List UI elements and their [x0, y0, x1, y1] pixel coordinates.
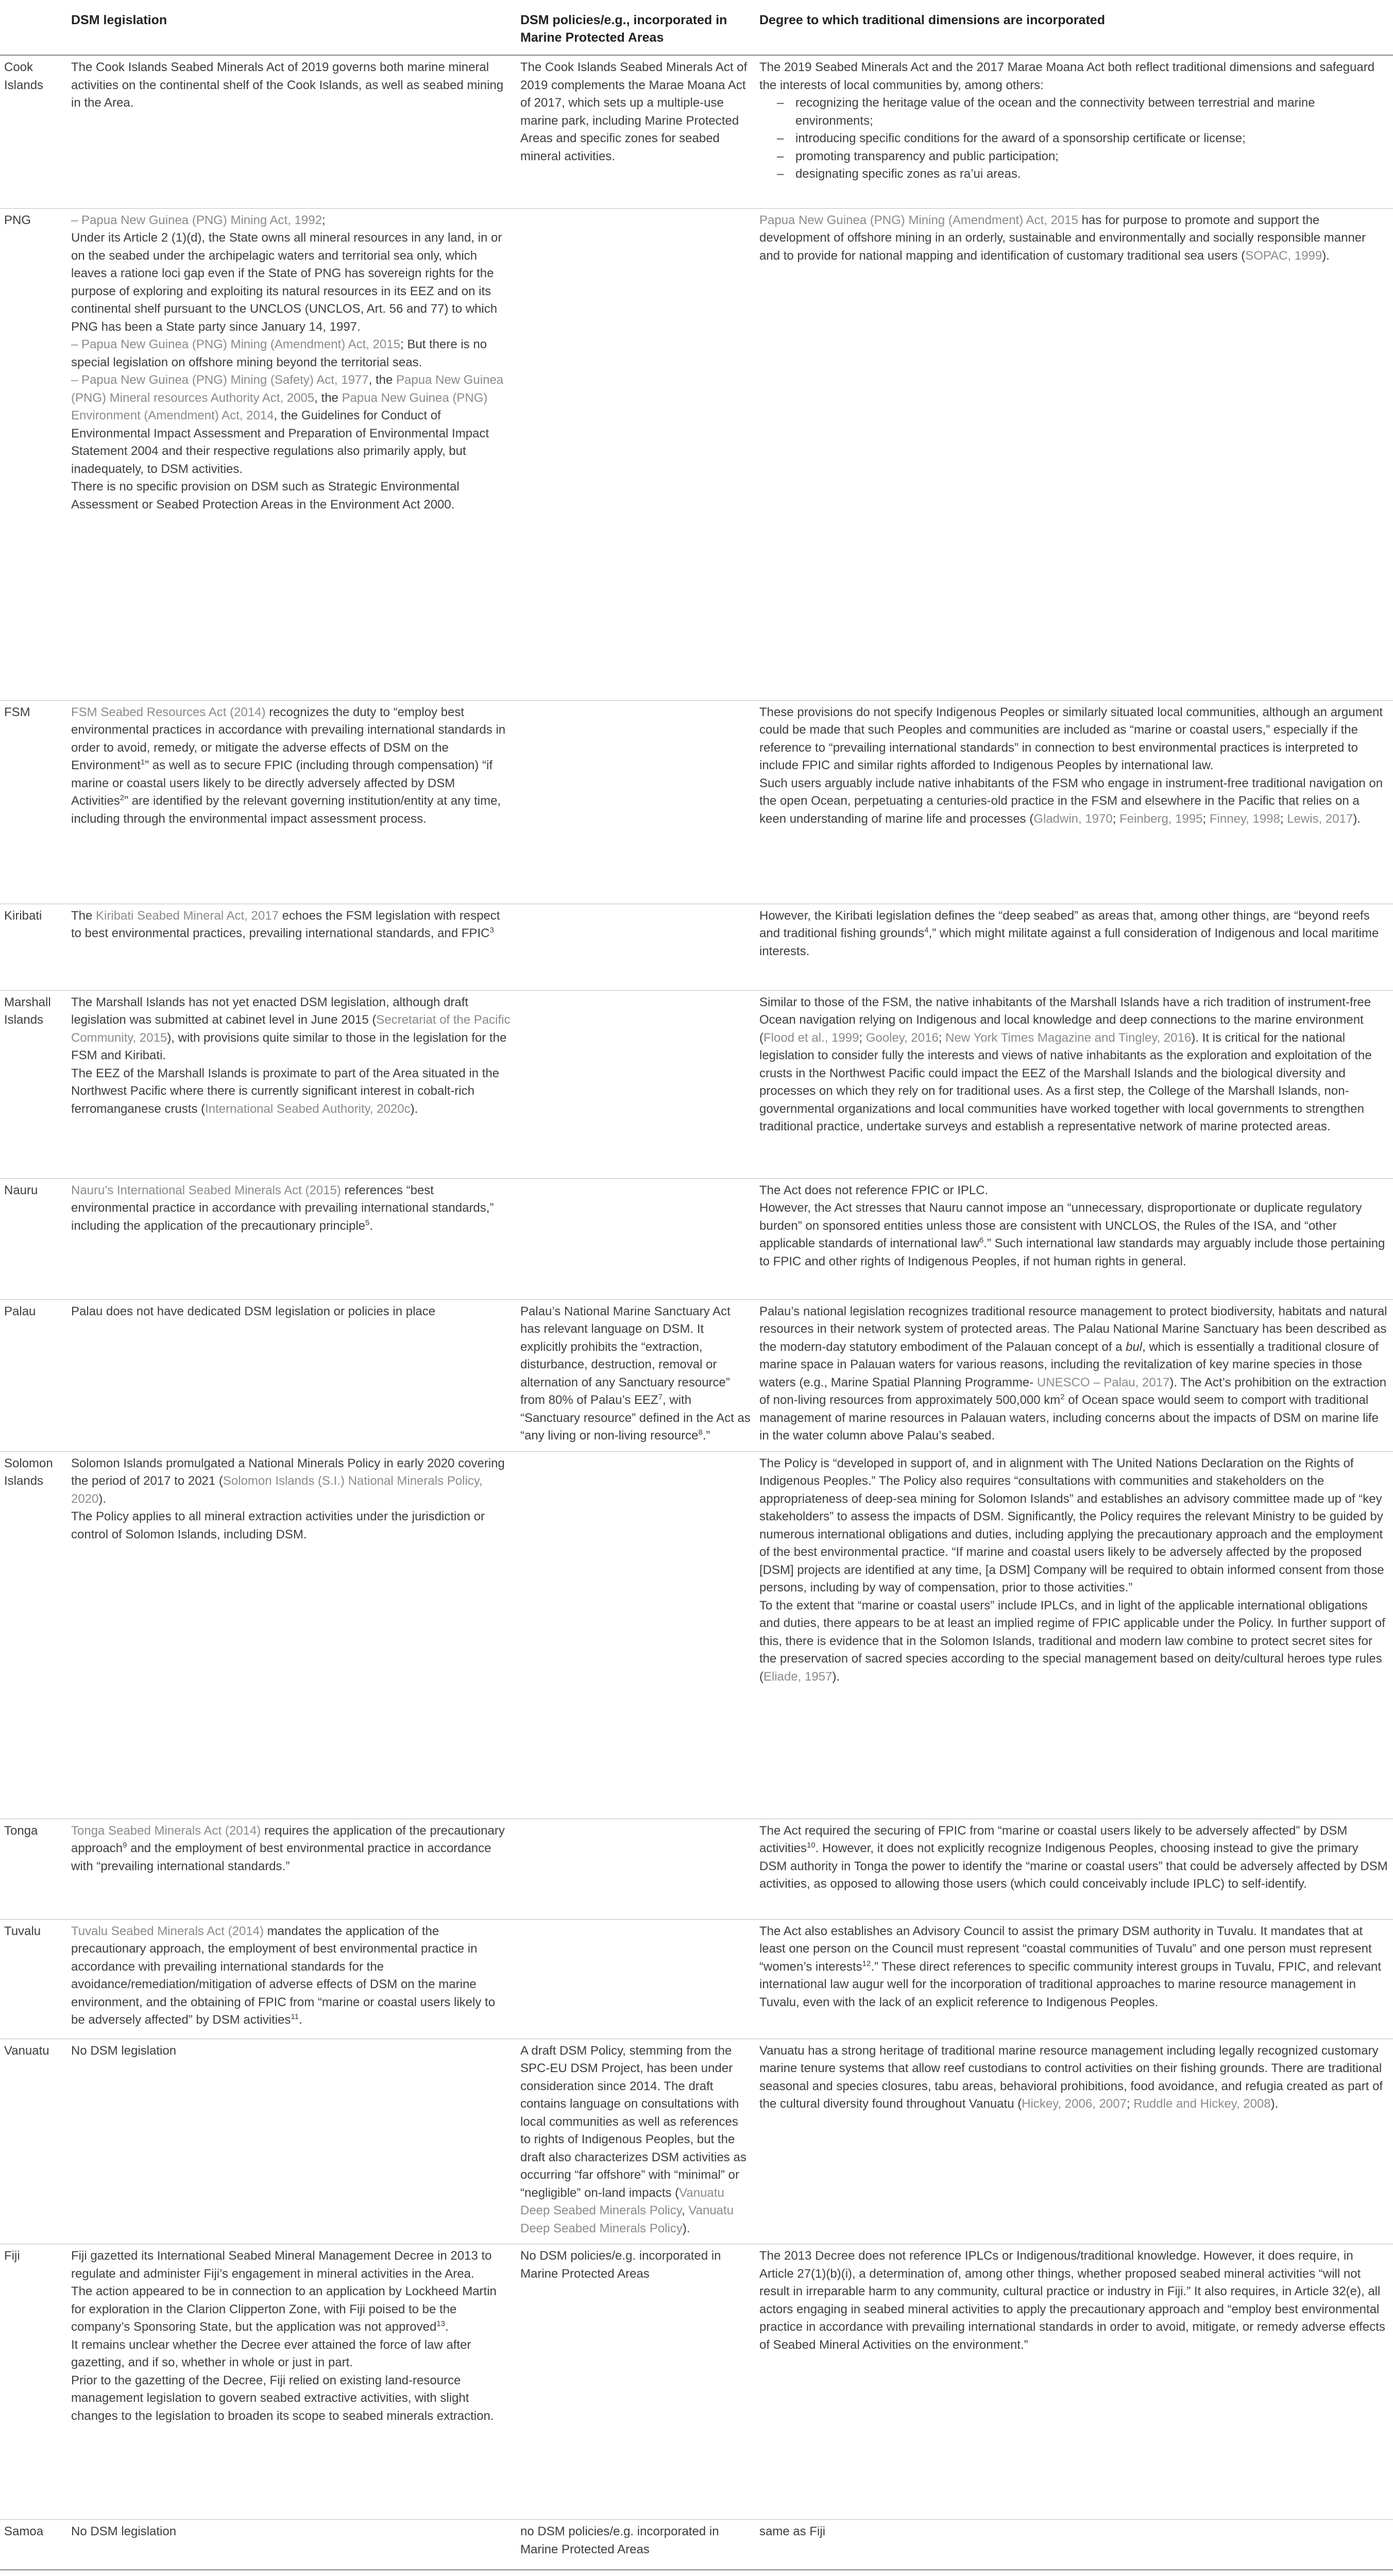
nauru-seabed-minerals-act-link[interactable]: Nauru’s International Seabed Minerals Act (2015): [71, 1183, 341, 1197]
policies-cell: [516, 990, 755, 1178]
policies-cell: [516, 700, 755, 904]
country-cell: Cook Islands: [0, 55, 67, 208]
table-row-nauru: [0, 1178, 1393, 1299]
table-row-samoa: [0, 2520, 1393, 2569]
tuvalu-seabed-minerals-act-link[interactable]: Tuvalu Seabed Minerals Act (2014): [71, 1924, 264, 1938]
table-row-vanuatu: [0, 2039, 1393, 2244]
policies-cell: [516, 1178, 755, 1299]
country-cell: Kiribati: [0, 904, 67, 990]
table-row-png: [0, 208, 1393, 700]
legislation-cell: Fiji gazetted its International Seabed Mineral Management Decree in 2013 to regulate and administer Fiji’s engagement in mineral activities in the Area. The action appeared to be in connection to an application by Lockheed Martin for exploration in the Clarion Clipperton Zone, with Fiji poised to be the company’s Sponsoring State, but the application was not approved$^{13}$. It remains unclear whether the Decree ever attained the force of law after gazetting, and if so, whether in whole or just in part. Prior to the gazetting of the Decree, Fiji relied on existing land-resource management legislation to govern seabed extractive activities, with slight changes to the legislation to broaden its scope to seabed minerals extraction.: [67, 2244, 516, 2520]
vanuatu-dsm-policy-link[interactable]: Vanuatu Deep Seabed Minerals Policy: [520, 2204, 734, 2235]
table-row-fiji: [0, 2244, 1393, 2520]
lewis-2017-link[interactable]: Lewis, 2017: [1287, 811, 1353, 826]
traditional-cell: Palau’s national legislation recognizes traditional resource management to protect biodiversity, habitats and natural resources in their network system of protected areas. The Palau National Marine Sanctuary has been described as the modern-day statutory embodiment of the Palauan concept of a bul, which is essentially a traditional closure of marine space in Palauan waters for various reasons, including the revitalization of key marine species in those waters (e.g., Marine Spatial Planning Programme- UNESCO – Palau, 2017). The Act’s prohibition on the extraction of non-living resources from approximately 500,000 $km^2$ of Ocean space would seem to comport with traditional management of marine resources in Palauan waters, including concerns about the impacts of DSM on marine life in the water column above Palau’s seabed.: [755, 1299, 1393, 1451]
country-cell: Fiji: [0, 2244, 67, 2520]
legislation-cell: The Kiribati Seabed Mineral Act, 2017 echoes the FSM legislation with respect to best environmental practices, prevailing international standards, and FPIC$^3$: [67, 904, 516, 990]
nytm-tingley-2016-link[interactable]: New York Times Magazine and Tingley, 2016: [945, 1030, 1192, 1045]
policies-cell: A draft DSM Policy, stemming from the SPC-EU DSM Project, has been under consideration since 2014. The draft contains language on consultations with local communities as well as references to rights of Indigenous Peoples, but the draft also characterizes DSM activities as occurring “far offshore” with “minimal” or “negligible” on-land impacts (Vanuatu Deep Seabed Minerals Policy, Vanuatu Deep Seabed Minerals Policy).: [516, 2039, 755, 2244]
country-cell: Tonga: [0, 1819, 67, 1919]
traditional-cell: However, the Kiribati legislation defines the “deep seabed” as areas that, among other things, are “beyond reefs and traditional fishing grounds$^4$,” which might militate against a full consideration of Indigenous and local maritime interests.: [755, 904, 1393, 990]
sopac-1999-link[interactable]: SOPAC, 1999: [1245, 248, 1322, 263]
traditional-cell: The Policy is “developed in support of, and in alignment with The United Nations Declaration on the Rights of Indigenous Peoples.” The Policy also requires “consultations with communities and stakeholders on the appropriateness of deep-sea mining for Solomon Islands” and establishes an advisory committee made up of “key stakeholders” to assess the impacts of DSM. Significantly, the Policy requires the relevant Ministry to be guided by numerous international obligations and duties, including applying the precautionary approach and the employment of the best environmental practice. “If marine and coastal users likely to be adversely affected by the proposed [DSM] projects are identified at any time, [a DSM] Company will be required to obtain informed consent from those persons, including by way of compensation, prior to those activities.” To the extent that “marine or coastal users” include IPLCs, and in light of the applicable international obligations and duties, there appears to be at least an implied regime of FPIC applicable under the Policy. In further support of this, there is evidence that in the Solomon Islands, traditional and modern law combine to protect secret sites for the preservation of sacred species according to the special management based on deity/cultural heroes type rules (Eliade, 1957).: [755, 1451, 1393, 1819]
eliade-1957-link[interactable]: Eliade, 1957: [763, 1669, 833, 1684]
kiribati-seabed-mineral-act-link[interactable]: Kiribati Seabed Mineral Act, 2017: [96, 908, 279, 923]
list-item: – introducing specific conditions for the award of a sponsorship certificate or license;: [795, 130, 1389, 148]
list-item: – designating specific zones as ra’ui areas.: [795, 165, 1389, 183]
legislation-cell: Tuvalu Seabed Minerals Act (2014) mandates the application of the precautionary approach, the employment of best environmental practice in accordance with prevailing international standards for the avoidance/remediation/mitigation of adverse effects of DSM on the marine environment, and the obtaining of FPIC from “marine or coastal users likely to be adversely affected” by DSM activities$^{11}$.: [67, 1919, 516, 2039]
si-minerals-policy-link[interactable]: Solomon Islands (S.I.) National Minerals Policy, 2020: [71, 1474, 483, 1506]
legislation-cell: – Papua New Guinea (PNG) Mining Act, 1992; Under its Article 2 (1)(d), the State owns all mineral resources in any land, in or on the seabed under the archipelagic waters and territorial sea only, which leaves a ratione loci gap even if the State of PNG has sovereign rights for the purpose of exploring and exploiting its natural resources in its EEZ and on its continental shelf pursuant to the UNCLOS (UNCLOS, Art. 56 and 77) to which PNG has been a State party since January 14, 1997. – Papua New Guinea (PNG) Mining (Amendment) Act, 2015; But there is no special legislation on offshore mining beyond the territorial seas. – Papua New Guinea (PNG) Mining (Safety) Act, 1977, the Papua New Guinea (PNG) Mineral resources Authority Act, 2005, the Papua New Guinea (PNG) Environment (Amendment) Act, 2014, the Guidelines for Conduct of Environmental Impact Assessment and Preparation of Environmental Impact Statement 2004 and their respective regulations also primarily apply, but inadequately, to DSM activities. There is no specific provision on DSM such as Strategic Environmental Assessment or Seabed Protection Areas in the Environment Act 2000.: [67, 208, 516, 700]
policies-cell: [516, 904, 755, 990]
header-dsm-legislation: DSM legislation: [67, 0, 516, 55]
policies-cell: [516, 1451, 755, 1819]
png-mining-act-link[interactable]: – Papua New Guinea (PNG) Mining Act, 1992: [71, 213, 322, 227]
list-item: – promoting transparency and public participation;: [795, 148, 1389, 166]
country-cell: Marshall Islands: [0, 990, 67, 1178]
country-cell: Tuvalu: [0, 1919, 67, 2039]
country-cell: PNG: [0, 208, 67, 700]
legislation-cell: The Cook Islands Seabed Minerals Act of 2019 governs both marine mineral activities on the continental shelf of the Cook Islands, as well as seabed mining in the Area.: [67, 55, 516, 208]
legislation-cell: Tonga Seabed Minerals Act (2014) requires the application of the precautionary approach$^9$ and the employment of best environmental practice in accordance with “prevailing international standards.”: [67, 1819, 516, 1919]
vanuatu-dsm-policy-link[interactable]: Vanuatu Deep Seabed Minerals Policy: [520, 2185, 724, 2217]
traditional-intro: The 2019 Seabed Minerals Act and the 2017 Marae Moana Act both reflect traditional dimensions and safeguard the interests of local communities by, among others:: [759, 60, 1375, 92]
gooley-2016-link[interactable]: Gooley, 2016: [865, 1030, 939, 1045]
country-cell: Nauru: [0, 1178, 67, 1299]
policies-cell: Palau’s National Marine Sanctuary Act has relevant language on DSM. It explicitly prohibits the “extraction, disturbance, destruction, removal or alternation of any Sanctuary resource” from 80% of Palau’s EEZ$^7$, with “Sanctuary resource” defined in the Act as “any living or non-living resource$^8$.”: [516, 1299, 755, 1451]
traditional-cell: The 2013 Decree does not reference IPLCs or Indigenous/traditional knowledge. However, it does require, in Article 27(1)(b)(i), a determination of, among other things, whether proposed seabed mineral activities “will not result in irreparable harm to any community, cultural practice or industry in Fiji.” It also requires, in Article 32(e), all actors engaging in seabed mineral activities to apply the precautionary approach and “employ best environmental practice in accordance with prevailing international standards in order to avoid, mitigate, or remedy adverse effects of Seabed Mineral Activities on the environment.”: [755, 2244, 1393, 2520]
policies-cell: no DSM policies/e.g. incorporated in Marine Protected Areas: [516, 2520, 755, 2569]
country-cell: Solomon Islands: [0, 1451, 67, 1819]
png-mining-amendment-act-link[interactable]: Papua New Guinea (PNG) Mining (Amendment) Act, 2015: [759, 213, 1078, 227]
list-item: – recognizing the heritage value of the ocean and the connectivity between terrestrial and marine environments;: [795, 94, 1389, 130]
png-mining-amendment-act-link[interactable]: – Papua New Guinea (PNG) Mining (Amendment) Act, 2015: [71, 337, 400, 351]
unesco-palau-2017-link[interactable]: UNESCO – Palau, 2017: [1037, 1375, 1170, 1389]
table-row-marshall-islands: [0, 990, 1393, 1178]
hickey-2006-2007-link[interactable]: Hickey, 2006, 2007: [1022, 2097, 1127, 2111]
header-country: [0, 0, 67, 55]
traditional-cell: These provisions do not specify Indigenous Peoples or similarly situated local communities, although an argument could be made that such Peoples and communities are included as “marine or coastal users,” especially if the reference to “prevailing international standards” in connection to best environmental practices is interpreted to include FPIC and similar rights afforded to Indigenous Peoples by international law. Such users arguably include native inhabitants of the FSM who engage in instrument-free traditional navigation on the open Ocean, perpetuating a centuries-old practice in the FSM and elsewhere in the Pacific that relies on a keen understanding of marine life and processes (Gladwin, 1970; Feinberg, 1995; Finney, 1998; Lewis, 2017).: [755, 700, 1393, 904]
table-row-solomon-islands: [0, 1451, 1393, 1819]
traditional-cell: [755, 55, 1393, 208]
header-traditional-dimensions: Degree to which traditional dimensions are incorporated: [755, 0, 1393, 55]
table-row-tuvalu: [0, 1919, 1393, 2039]
traditional-cell: The Act required the securing of FPIC from “marine or coastal users likely to be adversely affected” by DSM activities$^{10}$. However, it does not explicitly recognize Indigenous Peoples, choosing instead to give the primary DSM authority in Tonga the power to identify the “marine or coastal users” that could be adversely affected by DSM activities, as opposed to allowing those users (which could conceivably include IPLC) to self-identify.: [755, 1819, 1393, 1919]
table-row-cook-islands: [0, 55, 1393, 208]
country-cell: FSM: [0, 700, 67, 904]
isa-2020c-link[interactable]: International Seabed Authority, 2020c: [205, 1101, 411, 1116]
traditional-cell: The Act does not reference FPIC or IPLC. However, the Act stresses that Nauru cannot impose an “unnecessary, disproportionate or duplicate regulatory burden” on sponsored entities unless those are consistent with UNCLOS, the Rules of the ISA, and “other applicable standards of international law$^6$.” Such international law standards may arguably include those pertaining to FPIC and other rights of Indigenous Peoples, if not human rights in general.: [755, 1178, 1393, 1299]
traditional-cell: Similar to those of the FSM, the native inhabitants of the Marshall Islands have a rich tradition of instrument-free Ocean navigation relying on Indigenous and local knowledge and deep connections to the marine environment (Flood et al., 1999; Gooley, 2016; New York Times Magazine and Tingley, 2016). It is critical for the national legislation to consider fully the interests and views of native inhabitants as the exploration and exploitation of the crusts in the Northwest Pacific could impact the EEZ of the Marshall Islands and the biological diversity and processes on which they rely on for traditional uses. As a first step, the College of the Marshall Islands, non-governmental organizations and local communities have worked together with local governments to strengthen traditional practice, undertake surveys and establish a representative network of marine protected areas.: [755, 990, 1393, 1178]
ruddle-hickey-2008-link[interactable]: Ruddle and Hickey, 2008: [1133, 2097, 1271, 2111]
policies-cell: [516, 1919, 755, 2039]
footnotes: [0, 2569, 1393, 2576]
png-mineral-resources-authority-act-link[interactable]: Papua New Guinea (PNG) Mineral resources Authority Act, 2005: [71, 373, 504, 405]
traditional-cell: Vanuatu has a strong heritage of traditional marine resource management including legally recognized customary marine tenure systems that allow reef custodians to control activities on their fishing grounds. There are traditional seasonal and species closures, tabu areas, behavioral prohibitions, food avoidance, and refugia created as part of the cultural diversity found throughout Vanuatu (Hickey, 2006, 2007; Ruddle and Hickey, 2008).: [755, 2039, 1393, 2244]
table-header-row: [0, 0, 1393, 55]
legislation-cell: No DSM legislation: [67, 2520, 516, 2569]
traditional-cell: The Act also establishes an Advisory Council to assist the primary DSM authority in Tuvalu. It mandates that at least one person on the Council must represent “coastal communities of Tuvalu” and one person must represent “women’s interests$^{12}$.” These direct references to specific community interest groups in Tuvalu, FPIC, and relevant international law augur well for the incorporation of traditional approaches to marine resource management in Tuvalu, even with the lack of an explicit reference to Indigenous Peoples.: [755, 1919, 1393, 2039]
traditional-cell: Papua New Guinea (PNG) Mining (Amendment) Act, 2015 has for purpose to promote and support the development of offshore mining in an orderly, sustainable and environmentally and socially responsible manner and to provide for national mapping and identification of customary traditional sea users (SOPAC, 1999).: [755, 208, 1393, 700]
feinberg-1995-link[interactable]: Feinberg, 1995: [1119, 811, 1203, 826]
legislation-cell: The Marshall Islands has not yet enacted DSM legislation, although draft legislation was submitted at cabinet level in June 2015 (Secretariat of the Pacific Community, 2015), with provisions quite similar to those in the legislation for the FSM and Kiribati. The EEZ of the Marshall Islands is proximate to part of the Area situated in the Northwest Pacific where there is currently significant interest in cobalt-rich ferromanganese crusts (International Seabed Authority, 2020c).: [67, 990, 516, 1178]
country-cell: Palau: [0, 1299, 67, 1451]
table-row-palau: [0, 1299, 1393, 1451]
policies-cell: [516, 208, 755, 700]
legislation-cell: Nauru’s International Seabed Minerals Act (2015) references “best environmental practice in accordance with prevailing international standards,” including the application of the precautionary principle$^5$.: [67, 1178, 516, 1299]
policies-cell: The Cook Islands Seabed Minerals Act of 2019 complements the Marae Moana Act of 2017, which sets up a multiple-use marine park, including Marine Protected Areas and specific zones for seabed mineral activities.: [516, 55, 755, 208]
traditional-list: [759, 94, 1389, 183]
table-row-fsm: [0, 700, 1393, 904]
country-cell: Vanuatu: [0, 2039, 67, 2244]
gladwin-1970-link[interactable]: Gladwin, 1970: [1033, 811, 1113, 826]
png-mining-safety-act-link[interactable]: – Papua New Guinea (PNG) Mining (Safety) Act, 1977: [71, 373, 369, 387]
flood-1999-link[interactable]: Flood et al., 1999: [763, 1030, 859, 1045]
spc-2015-link[interactable]: Secretariat of the Pacific Community, 2015: [71, 1013, 511, 1045]
legislation-cell: Palau does not have dedicated DSM legislation or policies in place: [67, 1299, 516, 1451]
country-cell: Samoa: [0, 2520, 67, 2569]
legislation-cell: No DSM legislation: [67, 2039, 516, 2244]
png-environment-amendment-act-link[interactable]: Papua New Guinea (PNG) Environment (Amendment) Act, 2014: [71, 391, 488, 422]
fsm-seabed-resources-act-link[interactable]: FSM Seabed Resources Act (2014): [71, 705, 266, 719]
traditional-cell: same as Fiji: [755, 2520, 1393, 2569]
policies-cell: [516, 1819, 755, 1919]
policies-cell: No DSM policies/e.g. incorporated in Marine Protected Areas: [516, 2244, 755, 2520]
header-dsm-policies: DSM policies/e.g., incorporated in Marine Protected Areas: [516, 0, 755, 55]
legislation-cell: Solomon Islands promulgated a National Minerals Policy in early 2020 covering the period of 2017 to 2021 (Solomon Islands (S.I.) National Minerals Policy, 2020). The Policy applies to all mineral extraction activities under the jurisdiction or control of Solomon Islands, including DSM.: [67, 1451, 516, 1819]
table-row-kiribati: [0, 904, 1393, 990]
legislation-cell: FSM Seabed Resources Act (2014) recognizes the duty to “employ best environmental practices in accordance with prevailing international standards in order to avoid, remedy, or mitigate the adverse effects of DSM on the Environment$^1$” as well as to secure FPIC (including through compensation) “if marine or coastal users likely to be directly adversely affected by DSM Activities$^2$” are identified by the relevant governing institution/entity at any time, including through the environmental impact assessment process.: [67, 700, 516, 904]
tonga-seabed-minerals-act-link[interactable]: Tonga Seabed Minerals Act (2014): [71, 1823, 261, 1838]
table-row-tonga: [0, 1819, 1393, 1919]
finney-1998-link[interactable]: Finney, 1998: [1209, 811, 1280, 826]
